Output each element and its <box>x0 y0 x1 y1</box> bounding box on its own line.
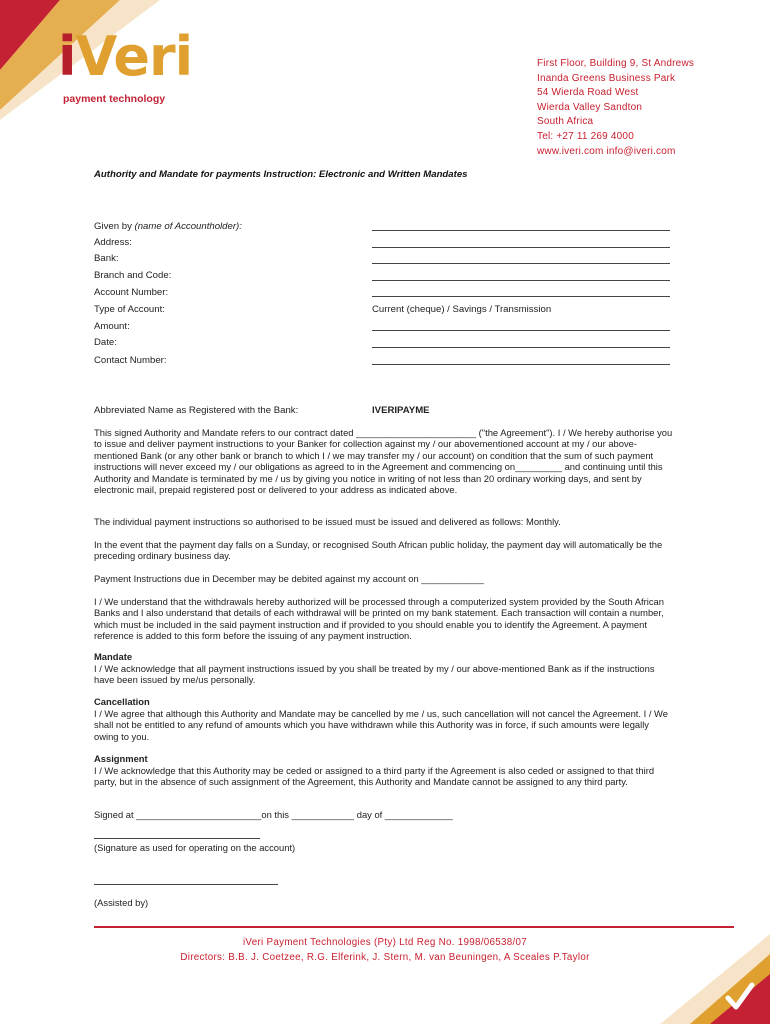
given-by-label <box>94 221 242 232</box>
branch-field[interactable] <box>372 280 670 281</box>
assisted-by-line[interactable] <box>94 884 278 885</box>
address-line: 54 Wierda Road West <box>537 87 639 99</box>
given-by-field[interactable] <box>372 230 670 231</box>
individual-instructions-paragraph: The individual payment instructions so authorised to be issued must be issued and delivered as follows: Monthly. <box>94 516 561 527</box>
logo-letter-i: i <box>58 25 76 88</box>
address-label: Address: <box>94 237 132 248</box>
document-title: Authority and Mandate for payments Instruction: Electronic and Written Mandates <box>94 169 468 180</box>
amount-label: Amount: <box>94 321 130 332</box>
account-number-field[interactable] <box>372 296 670 297</box>
type-of-account-options[interactable]: Current (cheque) / Savings / Transmission <box>372 304 552 315</box>
amount-field[interactable] <box>372 330 670 331</box>
signature-line[interactable] <box>94 838 260 839</box>
mandate-heading: Mandate <box>94 651 133 662</box>
branch-label: Branch and Code: <box>94 270 172 281</box>
assignment-heading: Assignment <box>94 753 148 764</box>
address-web-email[interactable]: www.iveri.com info@iveri.com <box>537 145 676 157</box>
bank-field[interactable] <box>372 263 670 264</box>
bank-label: Bank: <box>94 253 119 264</box>
understand-paragraph: I / We understand that the withdrawals hereby authorized will be processed through a computerized system provided by the South African Banks and I also understand that details of each withdrawal will be printed on my bank statement. Each transaction will contain a number, which must be included in the said payment instruction and if provided to you should enable you to identify the Agreement. A payment reference is added to this form before the issuing of any payment instruction. <box>94 596 664 642</box>
signature-caption: (Signature as used for operating on the account) <box>94 842 296 853</box>
corner-decoration-bottom-right <box>600 924 770 1024</box>
company-address <box>537 57 694 159</box>
address-line: Inanda Greens Business Park <box>537 72 676 84</box>
sunday-paragraph: In the event that the payment day falls on a Sunday, or recognised South African public holiday, the payment day will automatically be the preceding ordinary business day. <box>94 539 663 562</box>
date-field[interactable] <box>372 347 670 348</box>
given-by-prefix: Given by <box>94 221 135 232</box>
abbreviated-name-value: IVERIPAYME <box>372 405 430 416</box>
type-of-account-label: Type of Account: <box>94 304 165 315</box>
logo-tagline: payment technology <box>63 93 166 105</box>
footer-company-reg: iVeri Payment Technologies (Pty) Ltd Reg No. 1998/06538/07 <box>242 937 528 948</box>
abbreviated-name-label: Abbreviated Name as Registered with the Bank: <box>94 405 299 416</box>
december-paragraph: Payment Instructions due in December may be debited against my account on ____________ <box>94 573 484 584</box>
signed-at-line[interactable]: Signed at ________________________on this ____________ day of _____________ <box>94 809 453 820</box>
account-number-label: Account Number: <box>94 287 169 298</box>
date-label: Date: <box>94 337 117 348</box>
contact-number-label: Contact Number: <box>94 355 167 366</box>
given-by-italic: (name of Accountholder): <box>134 221 242 232</box>
iveri-logo <box>58 25 193 88</box>
address-line: South Africa <box>537 116 594 128</box>
assisted-by-caption: (Assisted by) <box>94 897 149 908</box>
address-line: First Floor, Building 9, St Andrews <box>537 58 695 69</box>
address-field[interactable] <box>372 247 670 248</box>
agreement-paragraph: This signed Authority and Mandate refers to our contract dated _______________________ ("the Agreement"). I / We hereby authorise you to issue and deliver payment instructions to your Banker for collection against my / our abovementioned account at my / our above-mentioned Bank (or any other bank or branch to which I / we may transfer my / our account) on condition that the sum of such payment instructions will never exceed my / our obligations as agreed to in the Agreement and commencing on_________ and continuing until this Authority and Mandate is terminated by me / us by giving you notice in writing of not less than 20 ordinary working days, and sent by electronic mail, prepaid registered post or delivered to your address as indicated above. <box>94 427 673 496</box>
cancellation-paragraph: I / We agree that although this Authority and Mandate may be cancelled by me / us, such cancellation will not cancel the Agreement. I / We shall not be entitled to any refund of amounts which you have withdrawn while this Authority was in force, if such amounts were legally owing to you. <box>94 708 668 742</box>
contact-number-field[interactable] <box>372 364 670 365</box>
logo-letters-veri: Veri <box>75 25 193 88</box>
mandate-paragraph: I / We acknowledge that all payment instructions issued by you shall be treated by my / our above-mentioned Bank as if the instructions have been issued by me/us personally. <box>94 663 655 686</box>
assignment-paragraph: I / We acknowledge that this Authority may be ceded or assigned to a third party if the Agreement is also ceded or assigned to that third party, but in the absence of such assignment of the Agreement, this Authority and Mandate cannot be assigned to any third party. <box>94 765 655 788</box>
address-line: Wierda Valley Sandton <box>537 101 643 113</box>
cancellation-heading: Cancellation <box>94 696 150 707</box>
footer-directors: Directors: B.B. J. Coetzee, R.G. Elferink, J. Stern, M. van Beuningen, A Sceales P.Taylor <box>180 952 590 963</box>
address-phone: Tel: +27 11 269 4000 <box>537 130 634 142</box>
